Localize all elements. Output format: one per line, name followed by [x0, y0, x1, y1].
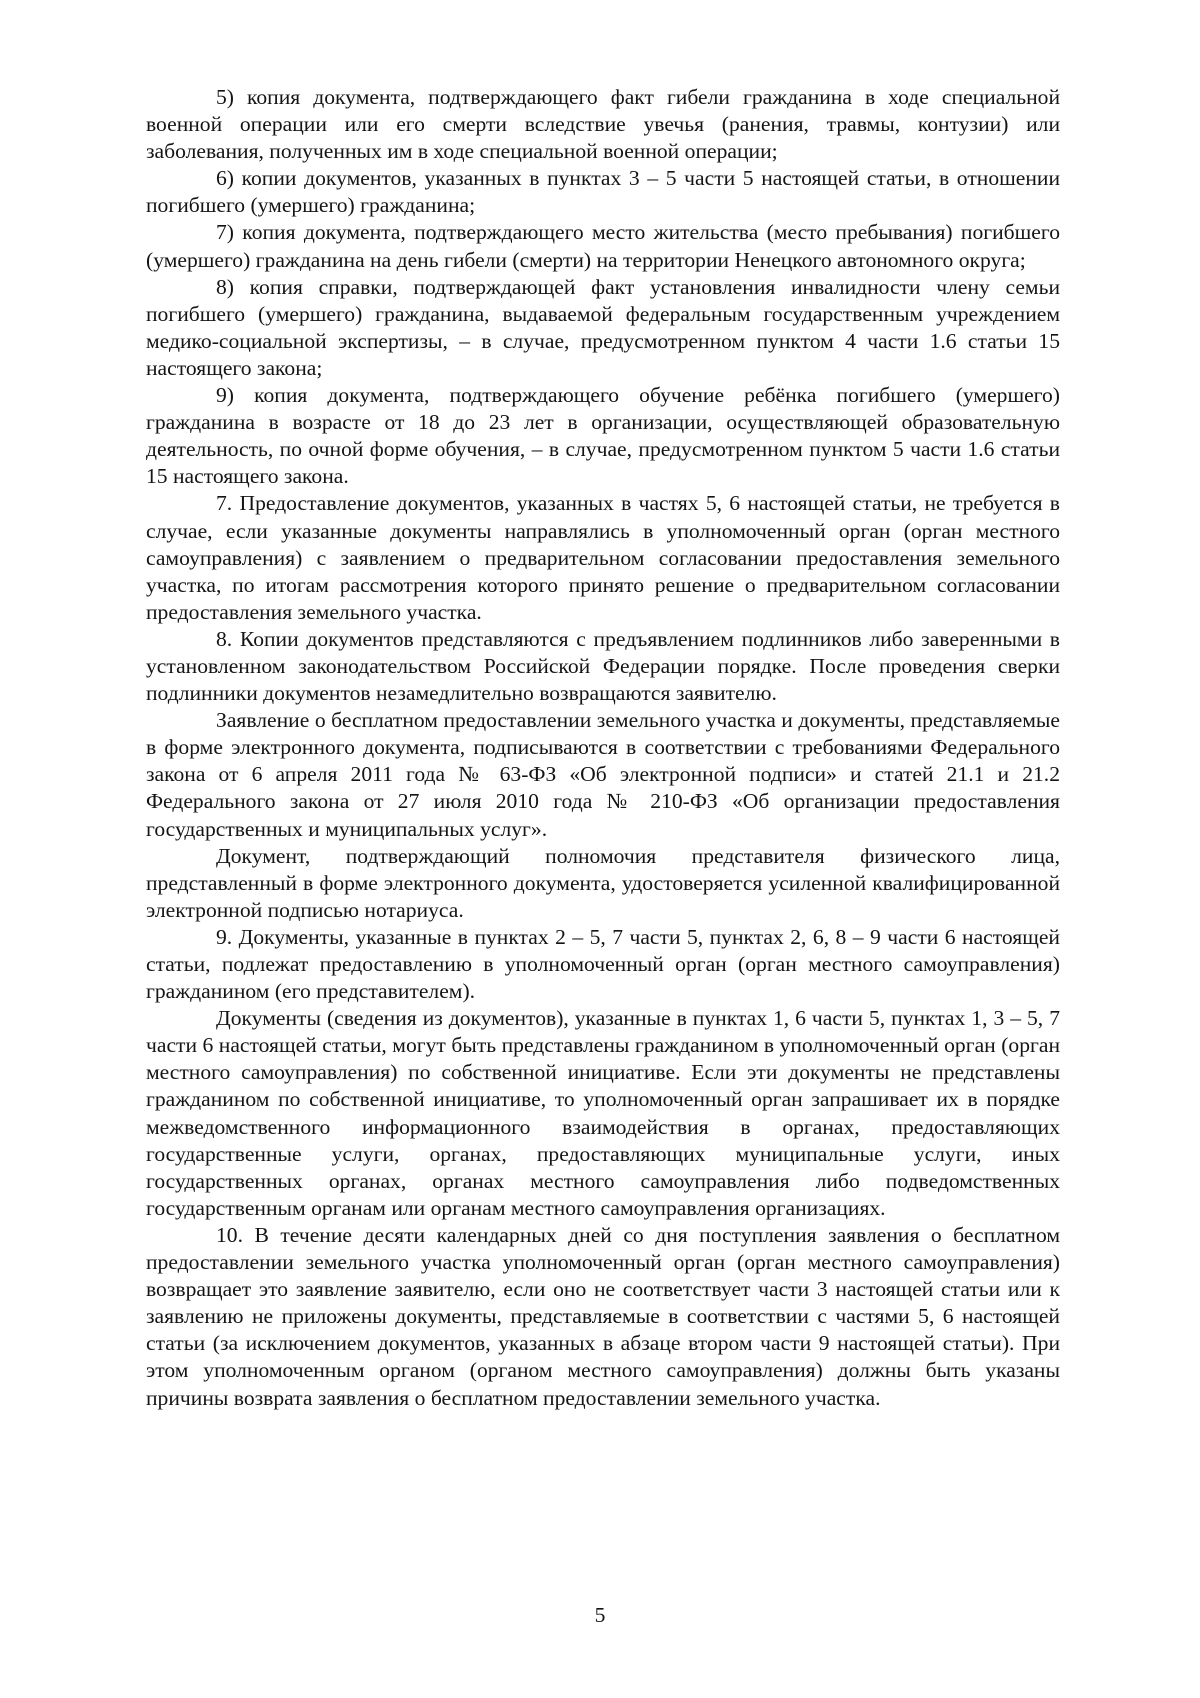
paragraph-item-8-disability-certificate: 8) копия справки, подтверждающей факт установления инвалидности члену семьи погибшего (умершего) гражданина, выдаваемой федеральным государственным учреждением медико-социальной экспертизы, – в случае, предусмотренном пунктом 4 части 1.6 статьи 15 настоящего закона; [146, 274, 1060, 380]
paragraph-part-8: 8. Копии документов представляются с предъявлением подлинников либо заверенными в установленном законодательством Российской Федерации порядке. После проведения сверки подлинники документов незамедлительно возвращаются заявителю. [146, 626, 1060, 706]
paragraph-part-10: 10. В течение десяти календарных дней со дня поступления заявления о бесплатном предоставлении земельного участка уполномоченный орган (орган местного самоуправления) возвращает это заявление заявителю, если оно не соответствует части 3 настоящей статьи или к заявлению не приложены документы, представляемые в соответствии с частями 5, 6 настоящей статьи (за исключением документов, указанных в абзаце втором части 9 настоящей статьи). При этом уполномоченным органом (органом местного самоуправления) должны быть указаны причины возврата заявления о бесплатном предоставлении земельного участка. [146, 1222, 1060, 1410]
paragraph-electronic-signature: Заявление о бесплатном предоставлении земельного участка и документы, представляемые в форме электронного документа, подписываются в соответствии с требованиями Федерального закона от 6 апреля 2011 года № 63-ФЗ «Об электронной подписи» и статей 21.1 и 21.2 Федерального закона от 27 июля 2010 года № 210-ФЗ «Об организации предоставления государственных и муниципальных услуг». [146, 708, 1060, 841]
paragraph-part-7: 7. Предоставление документов, указанных в частях 5, 6 настоящей статьи, не требуется в случае, если указанные документы направлялись в уполномоченный орган (орган местного самоуправления) с заявлением о предварительном согласовании предоставления земельного участка, по итогам рассмотрения которого принято решение о предварительном согласовании предоставления земельного участка. [146, 491, 1060, 624]
document-body [146, 84, 1060, 1412]
page-number: 5 [594, 1603, 606, 1627]
paragraph-part-9: 9. Документы, указанные в пунктах 2 – 5, 7 части 5, пунктах 2, 6, 8 – 9 части 6 настоящей статьи, подлежат предоставлению в уполномоченный орган (орган местного самоуправления) гражданином (его представителем). [146, 924, 1060, 1004]
paragraph-item-6-documents-of-deceased: 6) копии документов, указанных в пунктах 3 – 5 части 5 настоящей статьи, в отношении погибшего (умершего) гражданина; [146, 166, 1060, 218]
paragraph-item-9-education-document: 9) копия документа, подтверждающего обучение ребёнка погибшего (умершего) гражданина в возрасте от 18 до 23 лет в организации, осуществляющей образовательную деятельность, по очной форме обучения, – в случае, предусмотренном пунктом 5 части 1.6 статьи 15 настоящего закона. [146, 383, 1060, 489]
paragraph-item-7-residence-document: 7) копия документа, подтверждающего место жительства (место пребывания) погибшего (умершего) гражданина на день гибели (смерти) на территории Ненецкого автономного округа; [146, 220, 1060, 272]
paragraph-own-initiative-documents: Документы (сведения из документов), указанные в пунктах 1, 6 части 5, пунктах 1, 3 – 5, 7 части 6 настоящей статьи, могут быть представлены гражданином в уполномоченный орган (орган местного самоуправления) по собственной инициативе. Если эти документы не представлены гражданином по собственной инициативе, то уполномоченный орган запрашивает их в порядке межведомственного информационного взаимодействия в органах, предоставляющих государственные услуги, органах, предоставляющих муниципальные услуги, иных государственных органах, органах местного самоуправления либо подведомственных государственным органам или органам местного самоуправления организациях. [146, 1006, 1060, 1220]
paragraph-item-5-death-document: 5) копия документа, подтверждающего факт гибели гражданина в ходе специальной военной операции или его смерти вследствие увечья (ранения, травмы, контузии) или заболевания, полученных им в ходе специальной военной операции; [146, 85, 1060, 164]
paragraph-representative-document: Документ, подтверждающий полномочия представителя физического лица, представленный в форме электронного документа, удостоверяется усиленной квалифицированной электронной подписью нотариуса. [146, 843, 1060, 922]
